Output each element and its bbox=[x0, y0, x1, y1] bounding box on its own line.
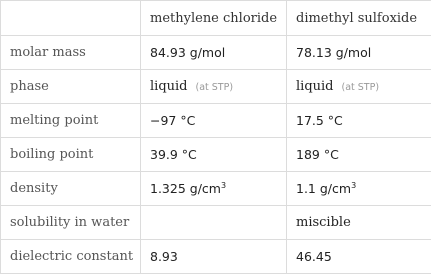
table-row bbox=[1, 206, 431, 240]
row-label-boiling-point: boiling point bbox=[1, 138, 141, 172]
column-header-methylene-chloride: methylene chloride bbox=[141, 1, 287, 36]
boiling-point-value-2: 189 °C bbox=[287, 138, 431, 172]
solubility-value-1 bbox=[141, 206, 287, 240]
table-row bbox=[1, 138, 431, 172]
table-row bbox=[1, 104, 431, 138]
phase-note-2: (at STP) bbox=[342, 82, 380, 93]
column-header-dimethyl-sulfoxide: dimethyl sulfoxide bbox=[287, 1, 431, 36]
row-label-solubility: solubility in water bbox=[1, 206, 141, 240]
solubility-value-2: miscible bbox=[287, 206, 431, 240]
density-exponent-2: 3 bbox=[351, 181, 356, 190]
density-cell-2 bbox=[287, 172, 431, 206]
table-row bbox=[1, 172, 431, 206]
row-label-density: density bbox=[1, 172, 141, 206]
dielectric-constant-value-2: 46.45 bbox=[287, 240, 431, 274]
row-label-dielectric-constant: dielectric constant bbox=[1, 240, 141, 274]
phase-value-2: liquid bbox=[296, 79, 334, 94]
table-row bbox=[1, 36, 431, 70]
row-label-molar-mass: molar mass bbox=[1, 36, 141, 70]
phase-cell-1 bbox=[141, 70, 287, 104]
table-row bbox=[1, 70, 431, 104]
dielectric-constant-value-1: 8.93 bbox=[141, 240, 287, 274]
phase-value-1: liquid bbox=[150, 79, 188, 94]
density-exponent-1: 3 bbox=[221, 181, 226, 190]
melting-point-value-2: 17.5 °C bbox=[287, 104, 431, 138]
density-cell-1 bbox=[141, 172, 287, 206]
row-label-phase: phase bbox=[1, 70, 141, 104]
header-empty-cell bbox=[1, 1, 141, 36]
row-label-melting-point: melting point bbox=[1, 104, 141, 138]
phase-cell-2 bbox=[287, 70, 431, 104]
boiling-point-value-1: 39.9 °C bbox=[141, 138, 287, 172]
table-row bbox=[1, 240, 431, 274]
header-row bbox=[1, 1, 431, 36]
density-value-1: 1.325 g/cm bbox=[150, 181, 221, 196]
melting-point-value-1: −97 °C bbox=[141, 104, 287, 138]
phase-note-1: (at STP) bbox=[196, 82, 234, 93]
density-value-2: 1.1 g/cm bbox=[296, 181, 351, 196]
molar-mass-value-2: 78.13 g/mol bbox=[287, 36, 431, 70]
molar-mass-value-1: 84.93 g/mol bbox=[141, 36, 287, 70]
